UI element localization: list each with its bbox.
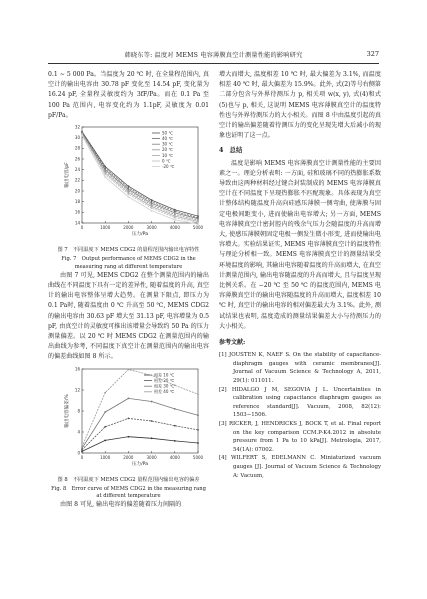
reference-4: [4] WILFERT S, EDELMANN C. Miniaturized vacuum gauges [J]. Journal of Vacuum Science & Technology A: Vacuum, bbox=[219, 455, 381, 479]
series-line bbox=[82, 133, 198, 219]
y-tick-label: 32 bbox=[74, 124, 80, 130]
legend-label: 相差 30 ℃ bbox=[154, 383, 175, 389]
data-point bbox=[81, 450, 83, 452]
data-point bbox=[81, 447, 83, 449]
data-point bbox=[197, 215, 199, 217]
data-point bbox=[104, 174, 106, 176]
series-line bbox=[82, 369, 198, 446]
x-tick-label: 2000 bbox=[123, 225, 134, 231]
left-column bbox=[48, 70, 209, 511]
legend-label: 40 ℃ bbox=[162, 136, 173, 142]
header-title: 韩晓东等: 温度对 MEMS 电容薄膜真空计测量性能的影响研究 bbox=[124, 52, 303, 59]
y-axis-label: 输出电容/pF bbox=[65, 162, 70, 188]
y-tick-label: 22 bbox=[74, 177, 80, 183]
plot-frame bbox=[82, 369, 198, 453]
series-line bbox=[82, 134, 198, 221]
data-point bbox=[104, 411, 106, 413]
legend-label: 30 ℃ bbox=[162, 141, 173, 147]
data-point bbox=[174, 440, 176, 442]
data-point bbox=[151, 206, 153, 208]
plot-frame bbox=[82, 127, 198, 223]
y-tick-label: 12 bbox=[74, 387, 80, 393]
data-point bbox=[197, 429, 199, 431]
data-point bbox=[151, 420, 153, 422]
data-point bbox=[151, 400, 153, 402]
data-point bbox=[174, 210, 176, 212]
figure-8 bbox=[48, 363, 209, 501]
series-line bbox=[82, 436, 198, 451]
data-point bbox=[174, 212, 176, 214]
reference-2: [2] HIDALGO J M, SEGOVIA J L. Uncertainties in calibration using capacitance diaphragm gauges as reference standard[J]. Vacuum, 2008, 82(12): 1503−1506. bbox=[219, 386, 381, 419]
x-axis-label: 压力/Pa bbox=[131, 232, 149, 238]
figure-7-caption-cn: 图 7 不同温度下 MEMS CDG2 的量程范围内输出电容特性 bbox=[57, 247, 200, 254]
legend-label: 10 ℃ bbox=[162, 152, 173, 158]
legend-label: 0 ℃ bbox=[162, 158, 171, 164]
data-point bbox=[151, 437, 153, 439]
data-point bbox=[104, 439, 106, 441]
data-point bbox=[174, 424, 176, 426]
data-point bbox=[104, 391, 106, 393]
running-header bbox=[48, 50, 379, 62]
reference-1: [1] JOUSTEN K, NAEF S. On the stability of capacitance-diaphragm gauges with ceramic membranes[J]. Journal of Vacuum Science & Technology A, 2011, 29(1): 011011. bbox=[219, 352, 381, 385]
page-number: 327 bbox=[366, 50, 379, 58]
data-point bbox=[104, 176, 106, 178]
x-tick-label: 0 bbox=[80, 225, 84, 231]
section-heading: 4 总结 bbox=[219, 147, 243, 155]
y-axis-label: 输出电容偏差/% bbox=[65, 393, 70, 428]
y-tick-label: 0 bbox=[77, 450, 80, 456]
figure-7-caption-en: Fig. 7 Output performance of MEMS CDG2 in the measuring rang at different temperature bbox=[61, 256, 196, 270]
data-point bbox=[174, 219, 176, 221]
series-line bbox=[82, 132, 198, 217]
y-tick-label: 30 bbox=[74, 135, 80, 141]
y-tick-label: 24 bbox=[74, 167, 80, 173]
x-tick-label: 1000 bbox=[100, 454, 111, 460]
data-point bbox=[151, 210, 153, 212]
x-tick-label: 3000 bbox=[146, 454, 157, 460]
legend-label: 50 ℃ bbox=[162, 130, 173, 136]
y-tick-label: 26 bbox=[74, 156, 80, 162]
data-point bbox=[151, 199, 153, 201]
x-tick-label: 4000 bbox=[169, 225, 180, 231]
data-point bbox=[128, 185, 130, 187]
x-tick-label: 3000 bbox=[146, 225, 157, 231]
data-point bbox=[104, 426, 106, 428]
header-rule bbox=[48, 63, 379, 64]
figure-7-chart bbox=[48, 121, 209, 241]
x-axis-label: 压力/Pa bbox=[131, 461, 149, 467]
data-point bbox=[151, 204, 153, 206]
legend-label: 相差 20 ℃ bbox=[154, 377, 175, 383]
y-tick-label: 14 bbox=[74, 220, 80, 226]
data-point bbox=[174, 384, 176, 386]
data-point bbox=[197, 223, 199, 225]
data-point bbox=[128, 196, 130, 198]
y-tick-label: 16 bbox=[74, 366, 80, 372]
y-tick-label: 28 bbox=[74, 145, 80, 151]
figure-8-caption-cn: 图 8 不同温度下 MEMS CDG2 量程范围内输出电容的偏差 bbox=[57, 476, 200, 483]
right-paragraph-2: 温度是影响 MEMS 电容薄膜真空计测量性能的主要因素之一。理论分析表明: 一方面, 硅和玻璃不同的热膨胀系数导致由这两种材料经过键合封装制成的 MEMS 电容薄膜真空计在不同温度下呈现热膨胀不匹配现象。具体表现为真空计整体结构随温度升高向硅感压薄膜一侧弯曲, 使薄膜与固定电极间距变小, 进而使输出电容增大; 另一方面, MEMS 电容薄膜真空计密封腔内的残余气压力会随温度的升高而增大, 使感压薄膜朝固定电极一侧发生微小形变, 进而使输出电容增大。实验结果证实, MEMS 电容薄膜真空计的温度特性与理论分析相一致。MEMS 电容薄膜真空计的测量结果受环境温度的影响, 其输出电容随着温度的升高而增大, 在真空计测量范围内, 输出电容随温度的升高而增大, 且与温度呈现比例关系。在 −20 ℃ 至 50 ℃ 的温度范围内, MEMS 电容薄膜真空计的输出电容随温度的升高而增大, 温度相差 10 ℃ 时, 真空计的输出电容的相对偏差最大为 3.1%。此外, 测试结果也表明, 温度造成的测量结果偏差大小与待测压力的大小相关。 bbox=[219, 159, 381, 330]
left-paragraph-1: 0.1 ~ 5 000 Pa。当温度为 20 ℃ 时, 在全量程范围内, 真空计的输出电容由 30.78 pF 变化至 14.54 pF, 变化量为 16.24 pF, 全量程灵敏度约为 3fF/Pa。而在 0.1 Pa 至 100 Pa 范围内, 电容变化约为 1.1pF, 灵敏度为 0.01 pF/Pa。 bbox=[48, 71, 209, 119]
figure-8-caption-en: Fig. 8 Error curve of MEMS CDG2 in the measuring rang at different temperature bbox=[51, 486, 206, 500]
x-tick-label: 1000 bbox=[100, 225, 111, 231]
figure-7 bbox=[48, 121, 209, 271]
data-point bbox=[81, 449, 83, 451]
series-line bbox=[82, 134, 198, 222]
data-point bbox=[128, 397, 130, 399]
figure-8-chart bbox=[48, 363, 209, 471]
y-tick-label: 4 bbox=[77, 429, 80, 435]
reference-3: [3] RICKER, J, HENDRICKS J, BOCK T, et al. Final report on the key comparison CCM.P-K4.2012 in absolute pressure from 1 Pa to 10 kPa[J]. Metrologia, 2017, 54(1A): 07002. bbox=[219, 421, 381, 453]
series-line bbox=[82, 134, 198, 222]
legend-label: 相差 10 ℃ bbox=[154, 372, 175, 378]
data-point bbox=[128, 435, 130, 437]
data-point bbox=[174, 217, 176, 219]
left-paragraph-3: 由图 8 可见, 输出电容的偏差随着压力间隔的 bbox=[60, 501, 182, 509]
y-tick-label: 16 bbox=[74, 209, 80, 215]
legend-label: 20 ℃ bbox=[162, 147, 173, 153]
x-tick-label: 5000 bbox=[192, 454, 204, 460]
x-tick-label: 0 bbox=[80, 454, 84, 460]
data-point bbox=[81, 445, 83, 447]
data-point bbox=[197, 222, 199, 224]
y-tick-label: 20 bbox=[74, 188, 80, 194]
data-point bbox=[128, 368, 130, 370]
data-point bbox=[174, 215, 176, 217]
right-column bbox=[219, 70, 381, 480]
series-line bbox=[82, 398, 198, 448]
data-point bbox=[197, 414, 199, 416]
data-point bbox=[151, 201, 153, 203]
references-title: 参考文献: bbox=[219, 339, 246, 347]
data-point bbox=[151, 202, 153, 204]
x-tick-label: 4000 bbox=[169, 454, 180, 460]
legend-label: -20 ℃ bbox=[162, 164, 175, 170]
y-tick-label: 18 bbox=[74, 199, 80, 205]
right-paragraph-1: 增大而增大, 温度相差 10 ℃ 时, 最大偏差为 3.1%, 而温度相差 40 ℃ 时, 最大偏差为 15.9%。此外, 式(2)等号右侧第二部分包含与外界待测压力 p, 相关项 w(x, y), 式(4)和式(5)也与 p, 相关, 这说明 MEMS 电容薄膜真空计的温度特性也与外界待测压力的大小相关。而图 8 中由温度引起的真空计的输出偏差随着待测压力的变化呈现先增大后减小的现象也证明了这一点。 bbox=[219, 71, 381, 140]
data-point bbox=[151, 374, 153, 376]
data-point bbox=[174, 209, 176, 211]
legend-label: 相差 40 ℃ bbox=[154, 388, 175, 394]
x-tick-label: 2000 bbox=[123, 454, 134, 460]
data-point bbox=[128, 193, 130, 195]
data-point bbox=[197, 393, 199, 395]
data-point bbox=[174, 214, 176, 216]
data-point bbox=[174, 408, 176, 410]
x-tick-label: 5000 bbox=[192, 225, 204, 231]
data-point bbox=[81, 135, 83, 137]
data-point bbox=[197, 442, 199, 444]
y-tick-label: 8 bbox=[77, 408, 80, 414]
data-point bbox=[151, 207, 153, 209]
left-paragraph-2: 由图 7 可见, MEMS CDG2 在整个测量范围内的输出曲线在不同温度下具有一定的差异性, 随着温度的升高, 真空计的输出电容整体呈增大趋势。在测量下限点, 即压力为 0.1 Pa时, 随着温度由 0 ℃ 升高至 50 ℃, MEMS CDG2 的输出电容由 30.63 pF 增大至 31.13 pF, 电容增量为 0.5 pF, 由真空计的灵敏度可推出该增量会导致约 50 Pa 的压力测量偏差。以 20 ℃ 时 MEMS CDG2 在测量范围内的输出曲线为参考, 不同温度下真空计在测量范围内的输出电容的偏差曲线如图 8 所示。 bbox=[48, 271, 209, 361]
series-line bbox=[82, 136, 198, 225]
data-point bbox=[128, 417, 130, 419]
series-line bbox=[82, 418, 198, 449]
